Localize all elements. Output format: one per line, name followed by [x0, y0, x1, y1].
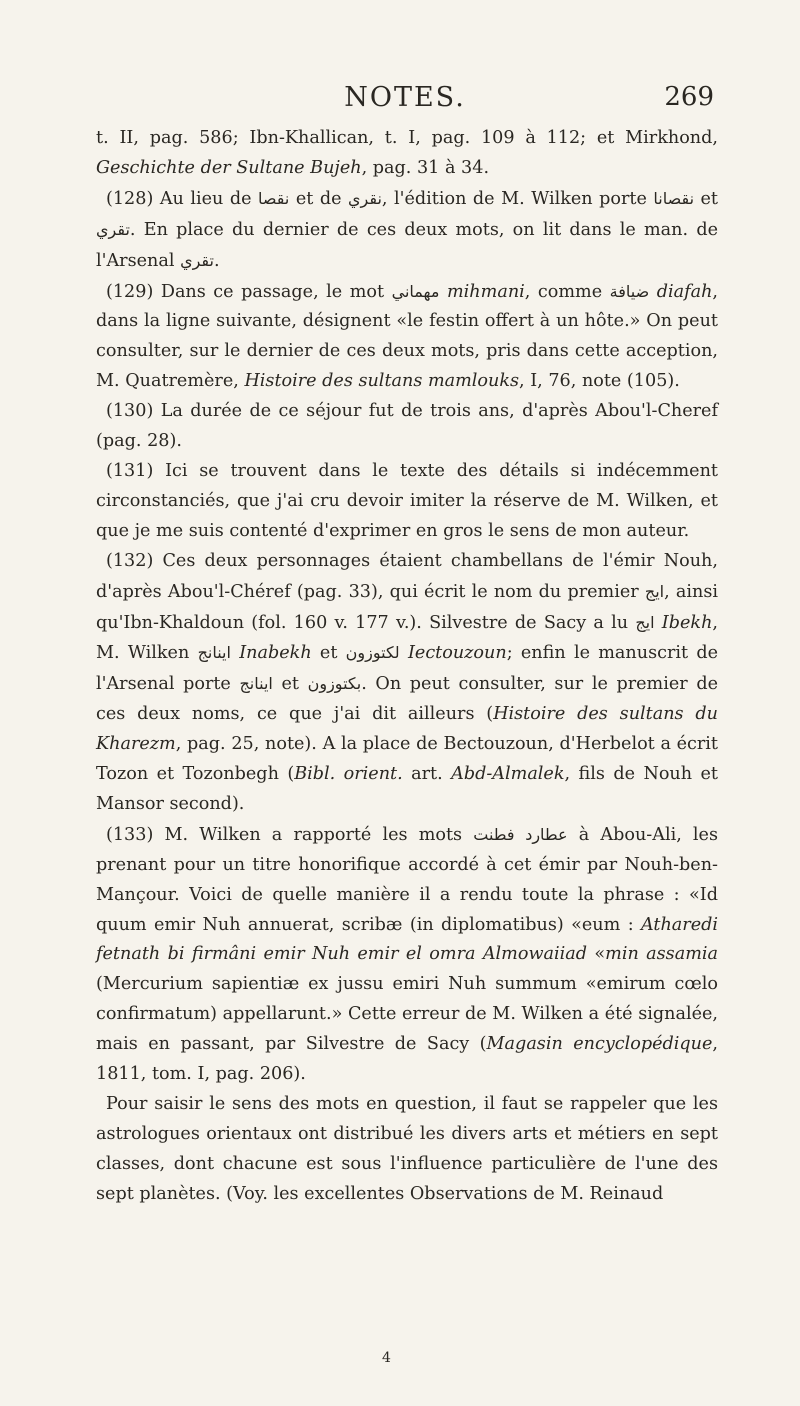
text-run: . On peut consulter, sur le premier de ces deux noms, ce que j'ai dit ailleurs ( [96, 674, 718, 725]
text-run: , 1811, tom. I, pag. 206). [96, 1034, 718, 1085]
page-header [96, 82, 714, 116]
arabic-word: نقري [348, 188, 382, 208]
arabic-word: نقصا [258, 188, 290, 208]
text-run: art. [402, 764, 452, 785]
note-130 [96, 397, 718, 457]
text-run [231, 643, 239, 663]
text-run: et [272, 674, 308, 695]
text-run: , dans la ligne suivante, désignent «le festin offert à un hôte.» On peut consulter, sur le dernier de ces deux mots, pris dans cette acception, M. Quatremère, [96, 281, 718, 392]
note-133 [96, 820, 718, 1090]
text-run: , pag. 25, note). A la place de Bectouzoun, d'Herbelot a écrit Tozon et Tozonbegh ( [96, 734, 718, 785]
note-number: (132) [106, 550, 154, 571]
arabic-word: عطارد فطنت [473, 824, 568, 844]
arabic-word: نقصانا [653, 188, 695, 208]
text-run: (Mercurium sapientiæ ex jussu emiri Nuh summum «emirum cœlo confirmatum) appellarunt.» Cette erreur de M. Wilken a été signalée, mais en passant, par Silvestre de Sacy ( [96, 974, 718, 1055]
text-run: Ces deux personnages étaient chambellans de l'émir Nouh, d'après Abou'l-Chéref (pag. 33), qui écrit le nom du premier [96, 550, 718, 602]
page-number: 269 [664, 82, 714, 112]
arabic-word: ايج [635, 612, 655, 632]
text-run: , fils de Nouh et Mansor second). [96, 764, 718, 814]
note-number: (130) [106, 401, 154, 422]
note-132 [96, 547, 718, 820]
book-title: Magasin encyclopédique [486, 1034, 713, 1055]
text-run: M. Wilken a rapporté les mots [153, 824, 474, 845]
note-number: (128) [106, 188, 154, 209]
text-run: , I, 76, note (105). [519, 371, 680, 392]
closing-paragraph [96, 1090, 718, 1210]
text-run: , ainsi qu'Ibn-Khaldoun (fol. 160 v. 177 v.). Silvestre de Sacy a lu [96, 581, 718, 633]
transliteration: diafah [656, 281, 713, 302]
text-run: Ici se trouvent dans le texte des détails si indécemment circonstanciés, que j'ai cru devoir imiter la réserve de M. Wilken, et que je me suis contenté d'exprimer en gros le sens de mon auteur. [96, 460, 718, 541]
note-number: (131) [106, 460, 154, 481]
text-run: et de [289, 188, 349, 209]
text-run: et [694, 188, 719, 209]
book-title: Histoire des sultans mamlouks [244, 371, 520, 392]
text-run: Pour saisir le sens des mots en question, il faut se rappeler que les astrologues orientaux ont distribué les divers arts et métiers en sept classes, dont chacune est sous l'influence particulière de l'une des sept planètes. (Voy. les excellentes Observations de M. Reinaud [96, 1094, 718, 1204]
arabic-word: بكتوزون [307, 674, 362, 694]
book-title: Histoire des sultans du Kharezm [96, 704, 719, 755]
text-run: à Abou-Ali, les prenant pour un titre honorifique accordé à cet émir par Nouh-ben-Mançour. Voici de quelle manière il a rendu toute la phrase : «Id quum emir Nuh annuerat, scribæ (in diplomatibus) «eum : [96, 824, 719, 935]
book-title: Geschichte der Sultane Bujeh [96, 157, 362, 178]
text-run: , comme [524, 281, 610, 302]
text-run [400, 643, 408, 663]
note-number: (133) [106, 824, 154, 845]
text-run: Dans ce passage, le mot [153, 281, 392, 302]
text-run: , pag. 31 à 34. [361, 157, 490, 178]
note-131 [96, 457, 718, 547]
arabic-word: تقري [96, 219, 130, 239]
signature-mark: 4 [382, 1350, 391, 1366]
transliteration: min assamia [605, 944, 718, 965]
transliteration: mihmani [447, 281, 525, 302]
arabic-word: تقري [180, 250, 214, 270]
text-run: t. II, pag. 586; Ibn-Khallican, t. I, pag. 109 à 112; et Mirkhond, [96, 128, 718, 148]
arabic-word: ايج [644, 581, 665, 601]
continuation-paragraph [96, 124, 718, 184]
text-run: La durée de ce séjour fut de trois ans, d'après Abou'l-Cheref (pag. 28). [96, 401, 718, 452]
note-number: (129) [106, 281, 154, 302]
text-run: et [311, 643, 346, 664]
text-run: ; enfin le manuscrit de l'Arsenal porte [96, 643, 719, 695]
text-run: . [213, 250, 220, 271]
arabic-word: ضيافة [609, 281, 650, 301]
text-run: , M. Wilken [96, 612, 718, 664]
text-run [439, 282, 447, 302]
article-title: Abd-Almalek [451, 764, 565, 785]
text-run [649, 282, 657, 302]
transliteration: Inabekh [239, 643, 312, 664]
transliteration: Ibekh [661, 612, 713, 633]
transliteration: Iectouzoun [407, 643, 507, 664]
text-run [655, 613, 662, 633]
text-run: , l'édition de M. Wilken porte [381, 188, 654, 209]
book-title: Bibl. orient. [294, 764, 403, 785]
arabic-word: مهماني [391, 281, 440, 301]
text-run: Au lieu de [153, 188, 259, 209]
text-run: . En place du dernier de ces deux mots, on lit dans le man. de l'Arsenal [96, 219, 718, 271]
note-129 [96, 277, 718, 398]
note-128 [96, 184, 718, 277]
notes-body [96, 124, 718, 1210]
running-title: NOTES. [344, 82, 466, 113]
arabic-word: اينانج [239, 674, 273, 694]
transliteration: Atharedi fetnath bi firmâni emir Nuh emir el omra Almowaiiad [96, 914, 718, 965]
arabic-word: لكتوزون [345, 643, 400, 663]
text-run: « [587, 944, 606, 965]
arabic-word: اينانج [197, 643, 231, 663]
